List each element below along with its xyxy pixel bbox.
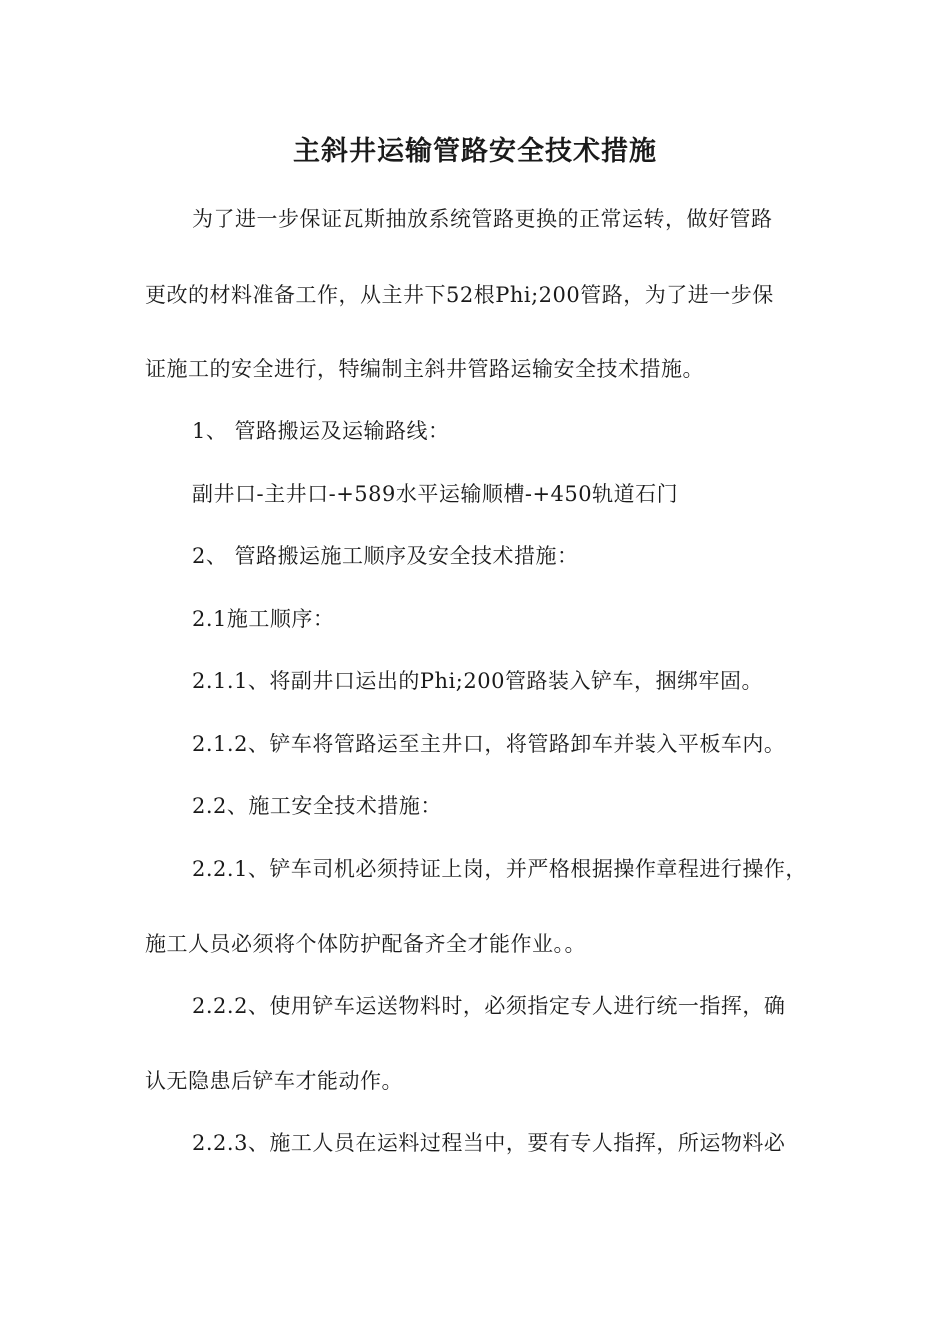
section-2-1-heading: 2.1施工顺序： <box>192 607 335 631</box>
paragraph-intro-line-1: 为了进一步保证瓦斯抽放系统管路更换的正常运转，做好管路 <box>192 207 773 231</box>
measure-2-2-3-line-1: 2.2.3、施工人员在运料过程当中，要有专人指挥，所运物料必 <box>192 1131 786 1155</box>
document-title: 主斜井运输管路安全技术措施 <box>293 136 657 167</box>
section-2-2-heading: 2.2、施工安全技术措施： <box>192 794 442 818</box>
measure-2-2-1-line-1: 2.2.1、铲车司机必须持证上岗，并严格根据操作章程进行操作， <box>192 857 807 881</box>
paragraph-intro-line-3: 证施工的安全进行，特编制主斜井管路运输安全技术措施。 <box>145 357 704 381</box>
measure-2-2-2-line-1: 2.2.2、使用铲车运送物料时，必须指定专人进行统一指挥，确 <box>192 994 786 1018</box>
measure-2-2-1-line-2: 施工人员必须将个体防护配备齐全才能作业。。 <box>145 932 586 956</box>
route-line: 副井口-主井口-+589水平运输顺槽-+450轨道石门 <box>192 482 679 506</box>
measure-2-2-2-line-2: 认无隐患后铲车才能动作。 <box>145 1069 403 1093</box>
section-2-heading: 2、 管路搬运施工顺序及安全技术措施： <box>192 544 579 568</box>
step-2-1-2: 2.1.2、铲车将管路运至主井口，将管路卸车并装入平板车内。 <box>192 732 786 756</box>
step-2-1-1: 2.1.1、将副井口运出的Phi;200管路装入铲车，捆绑牢固。 <box>192 669 763 693</box>
paragraph-intro-line-2: 更改的材料准备工作，从主井下52根Phi;200管路，为了进一步保 <box>145 283 774 307</box>
section-1-heading: 1、 管路搬运及运输路线： <box>192 419 450 443</box>
